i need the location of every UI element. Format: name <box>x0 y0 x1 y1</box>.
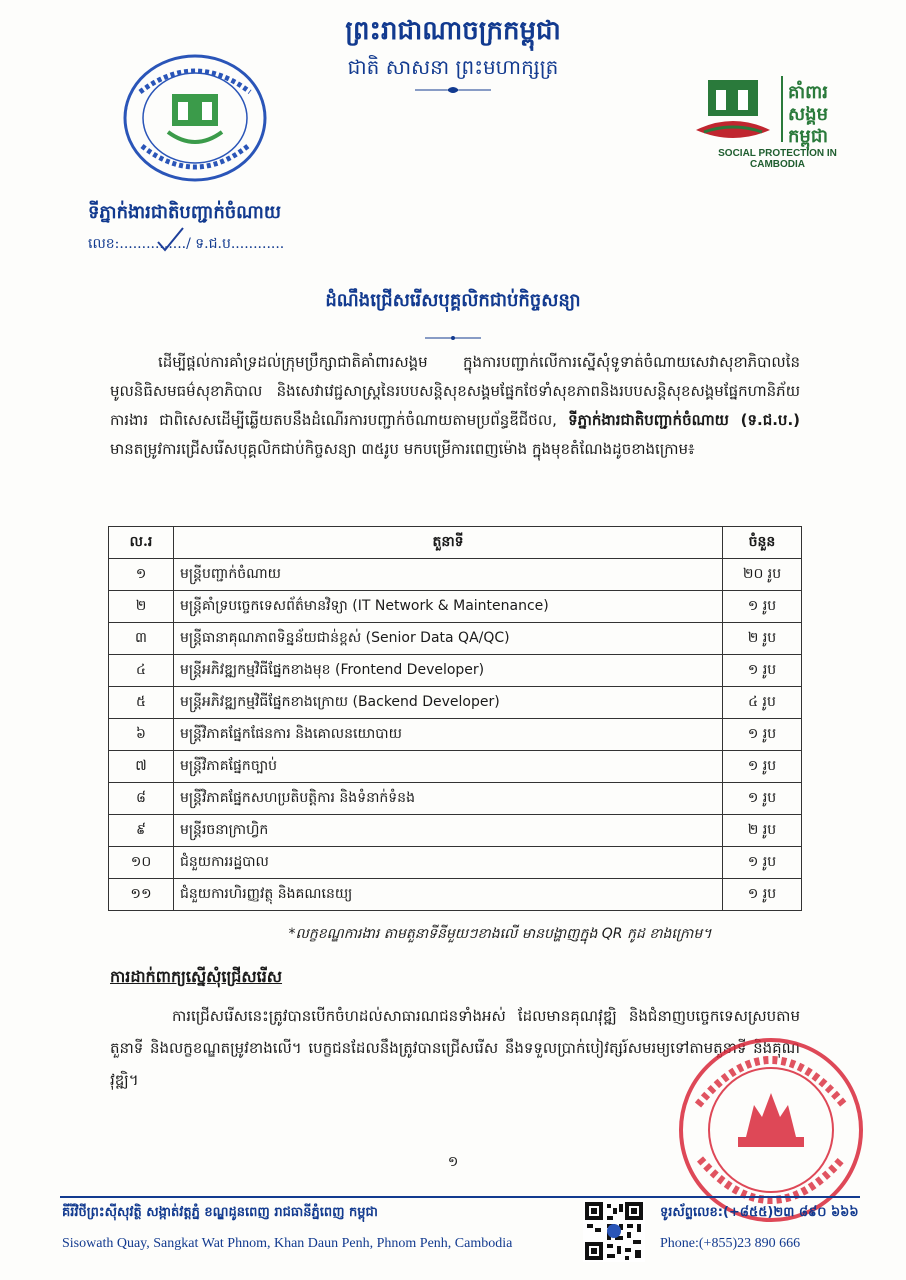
row-count: ២ រូប <box>723 815 802 847</box>
row-position: មន្ត្រីបញ្ជាក់ចំណាយ <box>174 559 723 591</box>
row-no: ៥ <box>109 687 174 719</box>
positions-table <box>108 526 802 911</box>
row-count: ២០ រូប <box>723 559 802 591</box>
kingdom-title: ព្រះរាជាណាចក្រកម្ពុជា <box>345 16 561 46</box>
address-english: Sisowath Quay, Sangkat Wat Phnom, Khan Daun Penh, Phnom Penh, Cambodia <box>62 1236 513 1251</box>
row-count: ១ រូប <box>723 783 802 815</box>
logo-text-line-2: សង្គម <box>788 104 828 125</box>
row-position: មន្ត្រីវិភាគផ្នែកសហប្រតិបត្តិការ និងទំនាក់ទំនង <box>174 783 723 815</box>
table-row <box>109 879 802 911</box>
phone-khmer: ទូរស័ព្ទលេខ:(+៨៥៥)២៣ ៨៩០ ៦៦៦ <box>660 1205 859 1220</box>
logo-text-line-1: គាំពារ <box>788 82 828 103</box>
table-note: *លក្ខខណ្ឌការងារ តាមតួនាទីនីមួយៗខាងលើ មានបង្ហាញក្នុង QR កូដ ខាងក្រោម។ <box>288 926 712 942</box>
table-row <box>109 783 802 815</box>
reference-number: លេខ:.............../ ទ.ជ.ប............ <box>88 236 285 252</box>
row-no: ៧ <box>109 751 174 783</box>
agency-name: ទីភ្នាក់ងារជាតិបញ្ជាក់ចំណាយ <box>88 202 282 223</box>
row-position: មន្ត្រីវិភាគផ្នែកច្បាប់ <box>174 751 723 783</box>
row-count: ១ រូប <box>723 591 802 623</box>
row-no: ៣ <box>109 623 174 655</box>
intro-text-end: មានតម្រូវការជ្រើសរើសបុគ្គលិកជាប់កិច្ចសន្យា ៣៥រូប មកបម្រើការពេញម៉ោង ក្នុងមុខតំណែងដូចខាងក្រោម៖ <box>110 440 695 458</box>
row-count: ១ រូប <box>723 719 802 751</box>
header-position: តួនាទី <box>174 527 723 559</box>
table-row <box>109 591 802 623</box>
agency-name-bold: ទីភ្នាក់ងារជាតិបញ្ជាក់ចំណាយ (ទ.ជ.ប.) <box>568 411 800 429</box>
row-no: ៩ <box>109 815 174 847</box>
intro-paragraph <box>110 348 800 464</box>
application-body: ការជ្រើសរើសនេះត្រូវបានបើកចំហដល់សាធារណជនទាំងអស់ ដែលមានគុណវុឌ្ឍិ និងជំនាញបច្ចេកទេសស្របតាមតួនាទី និងលក្ខខណ្ឌតម្រូវខាងលើ។ បេក្ខជនដែលនឹងត្រូវបានជ្រើសរើស នឹងទទួលប្រាក់បៀវត្សរ៍សមរម្យទៅតាមតួនាទី និងគុណវុឌ្ឍិ។ <box>110 1007 800 1089</box>
row-position: ជំនួយការរដ្ឋបាល <box>174 847 723 879</box>
page-number: ១ <box>447 1154 459 1170</box>
address-khmer: គីរីវិថីព្រះស៊ីសុវត្ថិ សង្កាត់វត្តភ្នំ ខណ្ឌដូនពេញ រាជធានីភ្នំពេញ កម្ពុជា <box>62 1205 378 1220</box>
row-position: មន្ត្រីគាំទ្របច្ចេកទេសព័ត៌មានវិទ្យា (IT Network & Maintenance) <box>174 591 723 623</box>
row-position: មន្ត្រីរចនាក្រាហ្វិក <box>174 815 723 847</box>
row-no: ១ <box>109 559 174 591</box>
agency-seal-icon <box>120 52 270 184</box>
table-row <box>109 847 802 879</box>
table-header-row <box>109 527 802 559</box>
table-row <box>109 815 802 847</box>
row-count: ៤ រូប <box>723 687 802 719</box>
table-row <box>109 687 802 719</box>
header-count: ចំនួន <box>723 527 802 559</box>
logo-text-line-3: កម្ពុជា <box>788 126 828 147</box>
national-motto: ជាតិ សាសនា ព្រះមហាក្សត្រ <box>347 55 559 79</box>
logo-caption: SOCIAL PROTECTION IN CAMBODIA <box>718 148 837 170</box>
application-heading: ការដាក់ពាក្យស្នើសុំជ្រើសរើស <box>110 967 283 986</box>
table-row <box>109 655 802 687</box>
row-position: មន្ត្រីធានាគុណភាពទិន្នន័យជាន់ខ្ពស់ (Senior Data QA/QC) <box>174 623 723 655</box>
row-position: ជំនួយការហិរញ្ញវត្ថុ និងគណនេយ្យ <box>174 879 723 911</box>
row-no: ១១ <box>109 879 174 911</box>
row-count: ១ រូប <box>723 751 802 783</box>
row-no: ១០ <box>109 847 174 879</box>
footer-divider <box>60 1196 860 1198</box>
row-count: ១ រូប <box>723 879 802 911</box>
row-count: ១ រូប <box>723 847 802 879</box>
row-count: ១ រូប <box>723 655 802 687</box>
table-row <box>109 623 802 655</box>
table-row <box>109 751 802 783</box>
row-position: មន្ត្រីអភិវឌ្ឍកម្មវិធីផ្នែកខាងមុខ (Frontend Developer) <box>174 655 723 687</box>
phone-english: Phone:(+855)23 890 666 <box>660 1236 801 1251</box>
handwritten-check-icon <box>155 226 185 252</box>
table-row <box>109 719 802 751</box>
row-no: ២ <box>109 591 174 623</box>
row-no: ៤ <box>109 655 174 687</box>
row-no: ៦ <box>109 719 174 751</box>
table-row <box>109 559 802 591</box>
intro-text-start: ដើម្បីផ្តល់ការគាំទ្រដល់ក្រុមប្រឹក្សាជាតិគាំពារសង្គម ក្នុងការបញ្ជាក់លើការស្នើសុំទូទាត់ចំណាយសេវាសុខាភិបាលនៃមូលនិធិសមធម៌សុខាភិបាល និងសេវាវេជ្ជសាស្ត្រនៃរបបសន្តិសុខសង្គមផ្នែកថែទាំសុខភាពនិងរបបសន្តិសុខសង្គមផ្នែកហានិភ័យការងារ ជាពិសេសដើម្បីឆ្លើយតបនឹងដំណើរការបញ្ជាក់ចំណាយតាមប្រព័ន្ធឌីជីថល, <box>110 353 800 429</box>
ornament-divider-icon <box>413 85 493 95</box>
title-divider-icon <box>423 334 483 342</box>
row-count: ២ រូប <box>723 623 802 655</box>
row-position: មន្ត្រីវិភាគផ្នែកផែនការ និងគោលនយោបាយ <box>174 719 723 751</box>
row-no: ៨ <box>109 783 174 815</box>
row-position: មន្ត្រីអភិវឌ្ឍកម្មវិធីផ្នែកខាងក្រោយ (Backend Developer) <box>174 687 723 719</box>
qr-code-icon[interactable] <box>583 1200 645 1262</box>
notice-title: ដំណឹងជ្រើសរើសបុគ្គលិកជាប់កិច្ចសន្យា <box>325 290 581 311</box>
header-no: ល.រ <box>109 527 174 559</box>
